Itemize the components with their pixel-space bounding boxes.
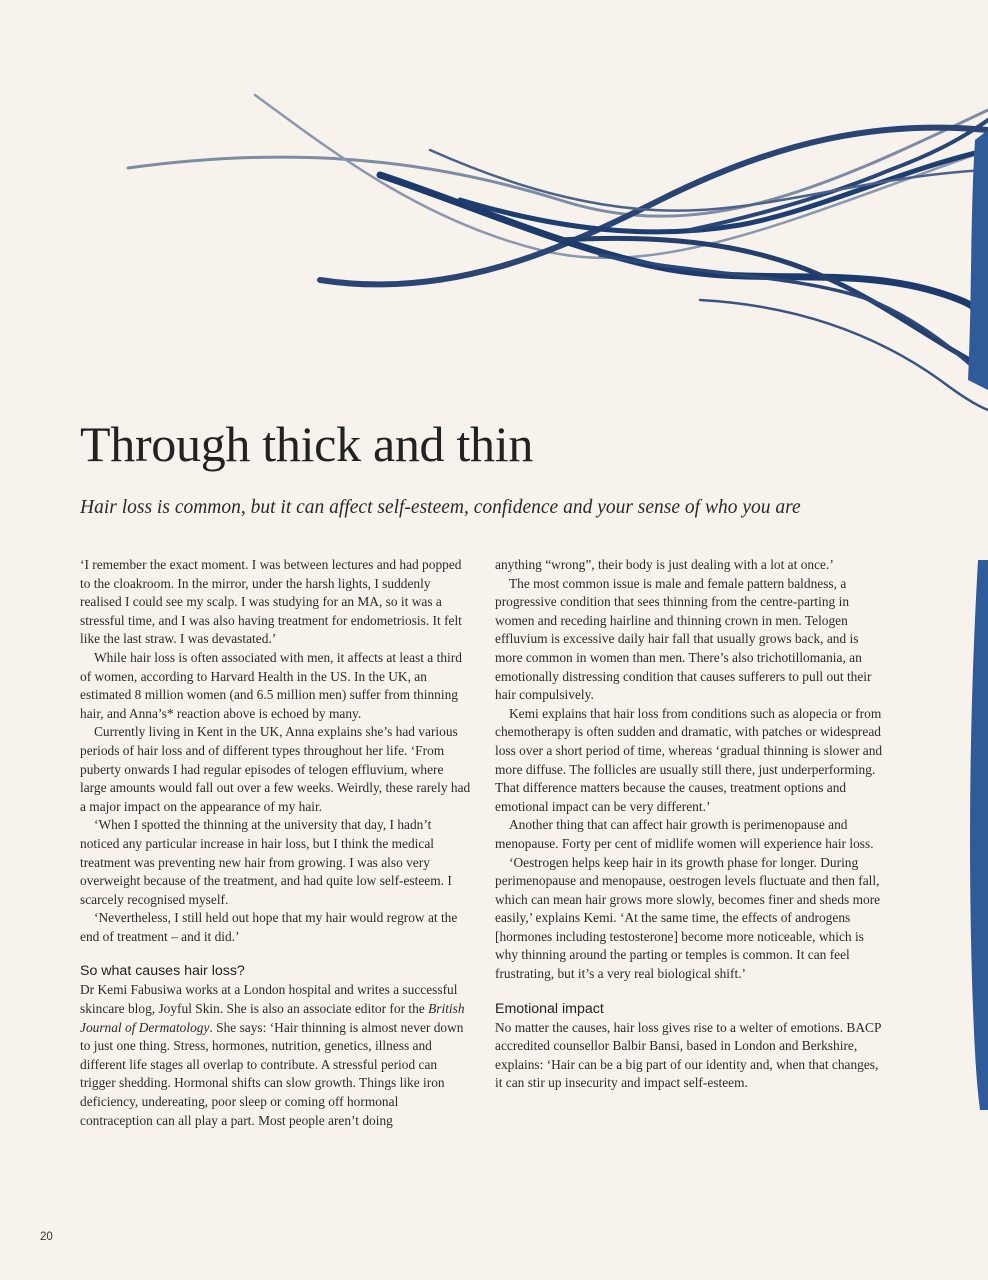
article-title: Through thick and thin — [80, 416, 534, 472]
paragraph: anything “wrong”, their body is just dealing with a lot at once.’ — [495, 557, 834, 572]
left-column — [80, 556, 472, 1130]
paragraph: While hair loss is often associated with men, it affects at least a third of women, according to Harvard Health in the US. In the UK, an estimated 8 million women (and 6.5 million men) suffer from thinning hair, and Anna’s* reaction above is echoed by many. — [80, 649, 462, 721]
hair-strand-10 — [700, 300, 988, 410]
blue-brushstroke-top — [968, 130, 988, 390]
hair-strand-1 — [128, 110, 988, 216]
paragraph: The most common issue is male and female pattern baldness, a progressive condition that sees thinning from the centre-parting in women and receding hairline and thinning crown in men. Telogen effluvium is excessive daily hair fall that usually grows back, and is more common in women than men. There’s also trichotillomania, an emotionally distressing condition that causes sufferers to pull out their hair compulsively. — [495, 575, 872, 703]
paragraph: No matter the causes, hair loss gives rise to a welter of emotions. BACP accredited counsellor Balbir Bansi, based in London and Berkshire, explains: ‘Hair can be a big part of our identity and, when that changes, it can stir up insecurity and impact self-esteem. — [495, 1019, 881, 1091]
paragraph: ‘Nevertheless, I still held out hope that my hair would regrow at the end of treatment – and it did.’ — [80, 910, 458, 944]
blue-brushstroke-right — [970, 560, 988, 1110]
section-heading: Emotional impact — [495, 1000, 604, 1017]
article-standfirst: Hair loss is common, but it can affect self-esteem, confidence and your sense of who you are — [80, 497, 801, 518]
page-number: 20 — [40, 1231, 53, 1243]
paragraph: Kemi explains that hair loss from conditions such as alopecia or from chemotherapy is often sudden and dramatic, with patches or widespread loss over a short period of time, whereas ‘gradual thinning is slower and more diffuse. The follicles are usually still there, just underperforming. That difference matters because the causes, treatment options and emotional impact can be very different.’ — [495, 705, 883, 814]
hair-strand-4 — [380, 175, 988, 320]
section-heading: So what causes hair loss? — [80, 963, 245, 980]
paragraph — [80, 981, 472, 1130]
paragraph-text: Dr Kemi Fabusiwa works at a London hospital and writes a successful skincare blog, Joyful Skin. She is also an associate editor for the — [80, 982, 458, 1017]
paragraph: Another thing that can affect hair growth is perimenopause and menopause. Forty per cent of midlife women will experience hair loss. — [495, 817, 874, 851]
hair-strand-3 — [320, 128, 988, 285]
right-column — [495, 556, 887, 1093]
paragraph: ‘Oestrogen helps keep hair in its growth phase for longer. During perimenopause and menopause, oestrogen levels fluctuate and then fall, which can mean hair grows more slowly, becomes finer and sheds more easily,’ explains Kemi. ‘At the same time, the effects of androgens [hormones including testosterone] become more noticeable, which is why thinning around the parting or temples is common. It can feel frustrating, but it’s a very real biological shift.’ — [495, 854, 881, 982]
paragraph: ‘When I spotted the thinning at the university that day, I hadn’t noticed any particular increase in hair loss, but I think the medical treatment was preventing new hair from growing. I was also very overweight because of the treatment, and had quite low self-esteem. I scarcely recognised myself. — [80, 817, 452, 907]
paragraph-text: . She says: ‘Hair thinning is almost never down to just one thing. Stress, hormones, nutrition, genetics, illness and different life stages all overlap to contribute. A stressful period can trigger shedding. Hormonal shifts can slow growth. Things like iron deficiency, undereating, poor sleep or coming off hormonal contraception can all play a part. Most people aren’t doing — [80, 1019, 464, 1128]
paragraph: ‘I remember the exact moment. I was between lectures and had popped to the cloakroom. In the mirror, under the harsh lights, I suddenly realised I could see my scalp. I was studying for an MA, so it was a stressful time, and I was also having treatment for endometriosis. It felt like the last straw. I was devastated.’ — [80, 557, 462, 647]
journal-title: British Journal of Dermatology — [80, 1001, 465, 1035]
paragraph: Currently living in Kent in the UK, Anna explains she’s had various periods of hair loss and of different types throughout her life. ‘From puberty onwards I had regular episodes of telogen effluvium, where large amounts would fall out over a few weeks. Weirdly, these rarely had a major impact on the appearance of my hair. — [80, 724, 471, 814]
